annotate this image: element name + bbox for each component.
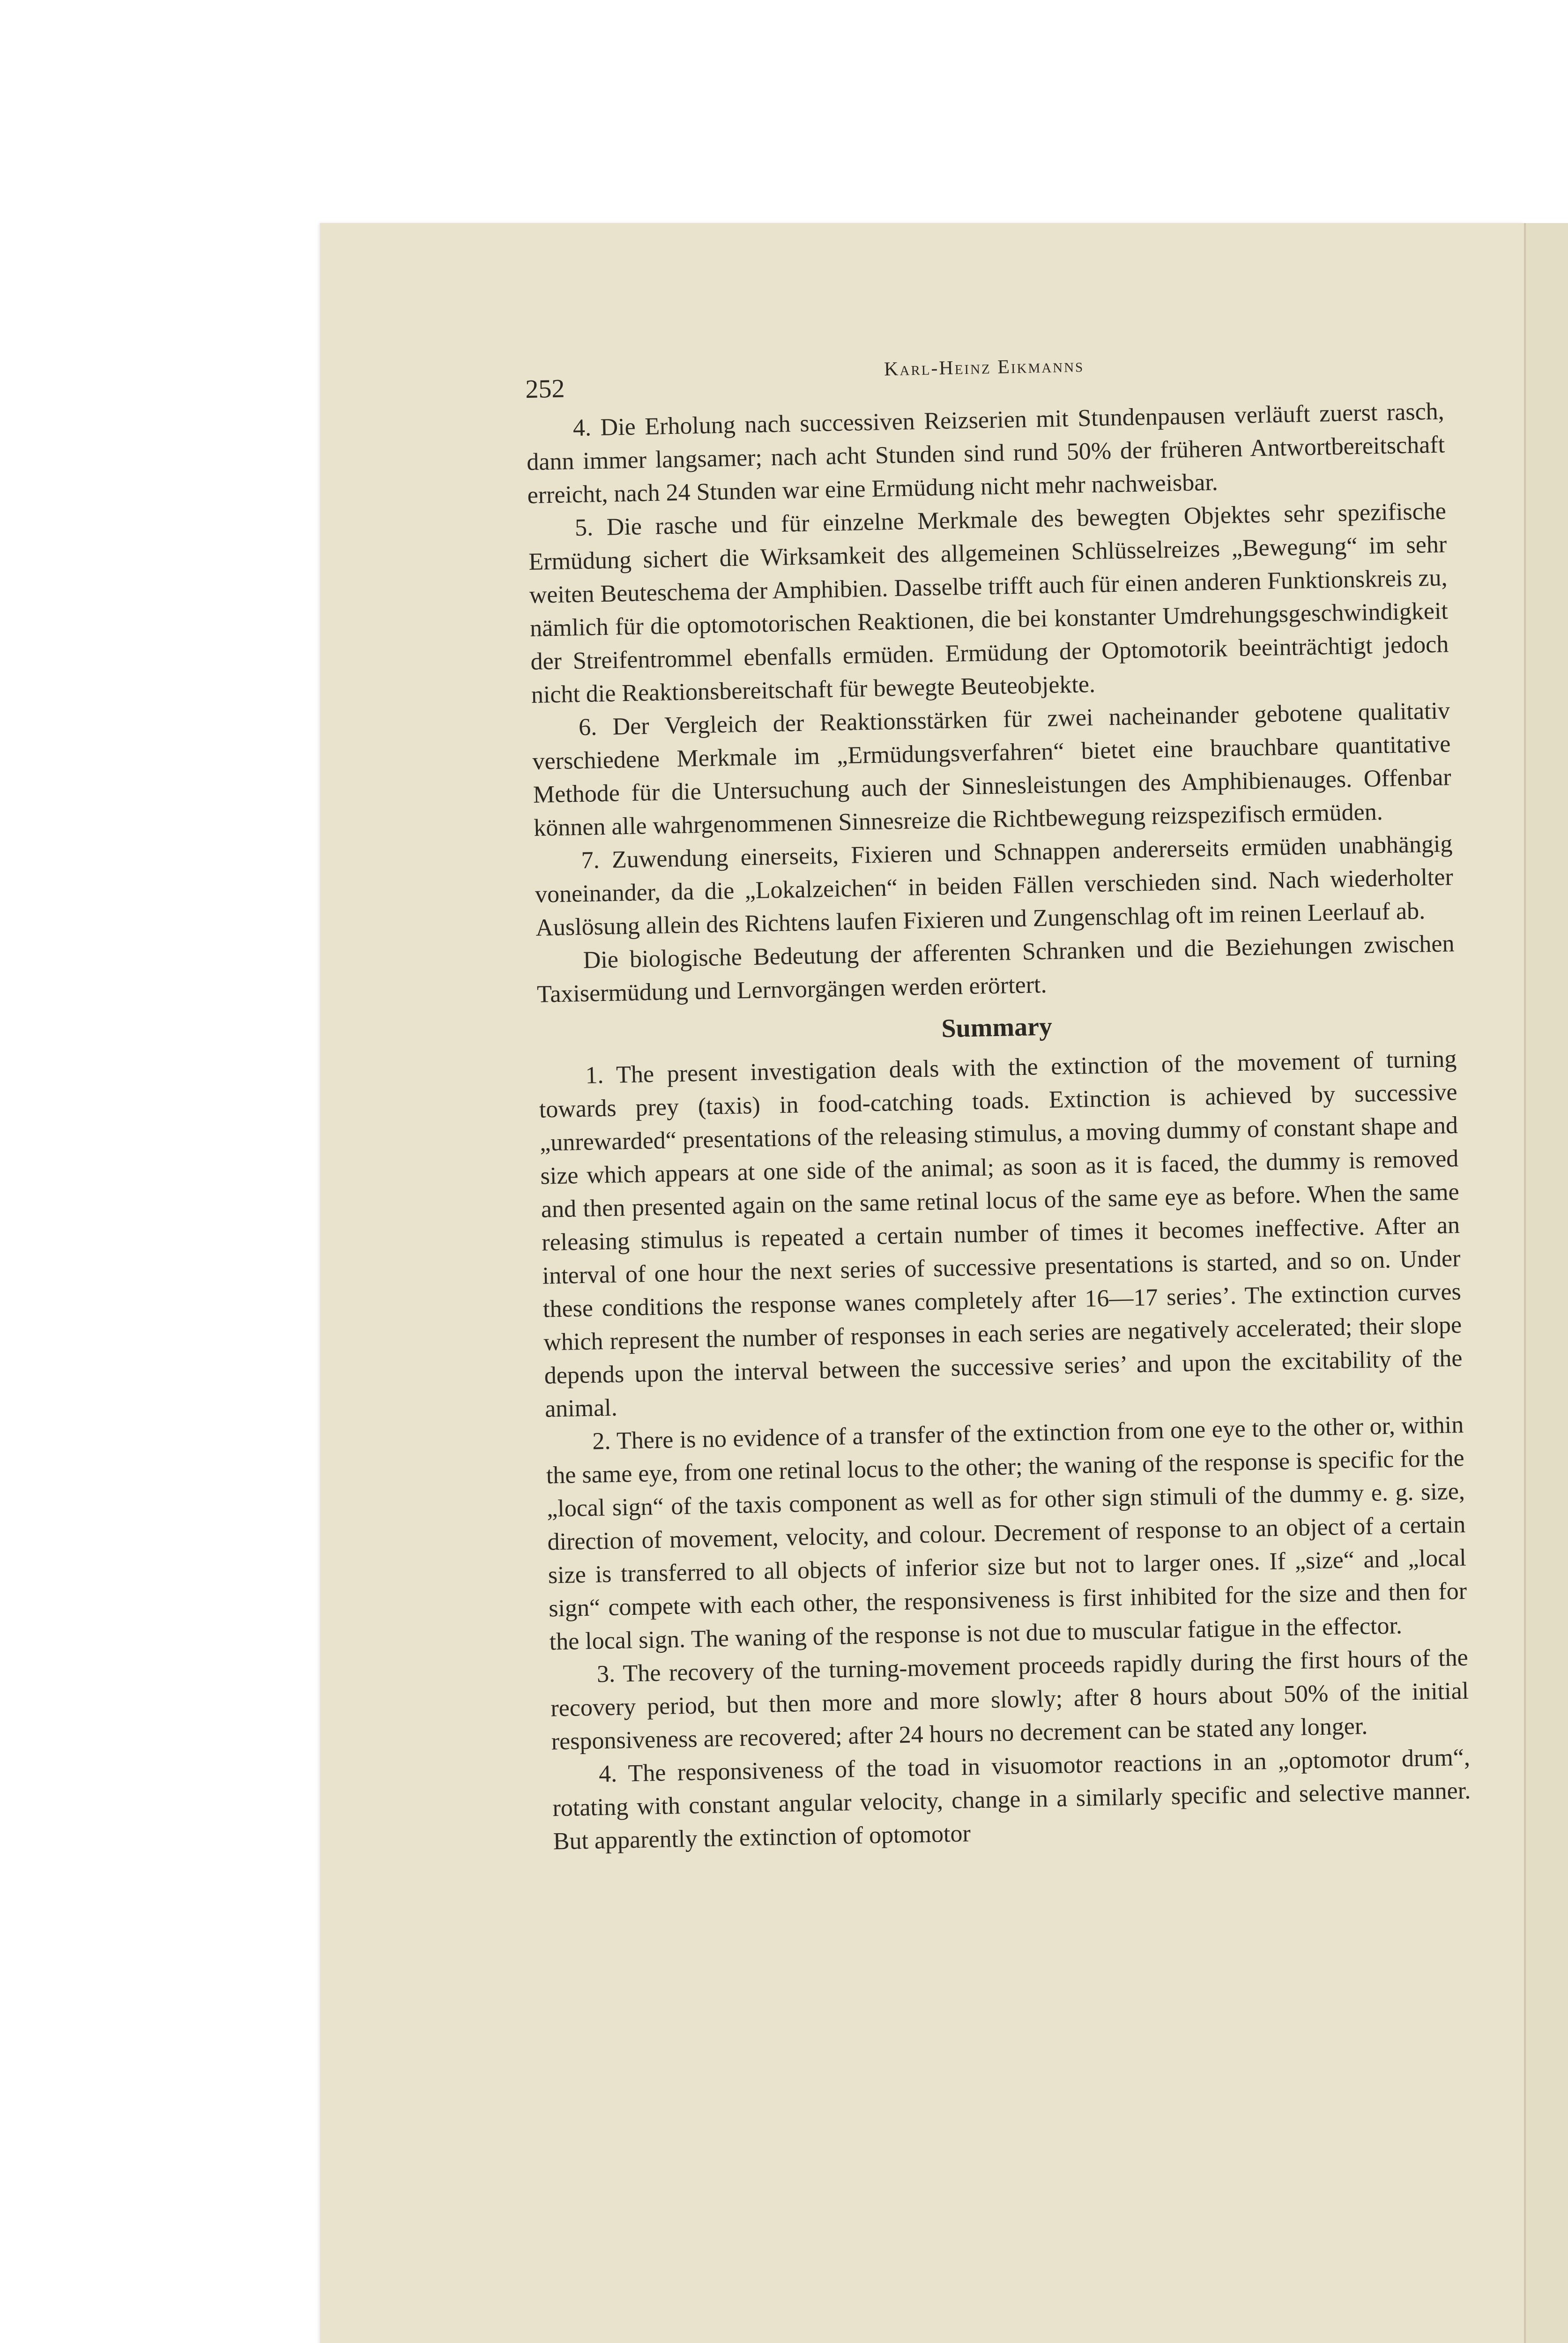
page-number: 252 <box>525 374 565 404</box>
page-content <box>525 338 1471 1858</box>
summary-paragraph-1: 1. The present investigation deals with the extinction of the movement of turning towards prey (taxis) in food-catching toads. Extinction is achieved by successive „unrewarded“ presentations of the releasing stimulus, a moving dummy of constant shape and size which appears at one side of the animal; as soon as it is faced, the dummy is removed and then presented again on the same retinal locus of the same eye as before. When the same releasing stimulus is repeated a certain number of times it becomes ineffective. After an interval of one hour the next series of successive presentations is started, and so on. Under these conditions the response wanes completely after 16—17 series’. The extinction curves which represent the number of responses in each series are negatively accelerated; their slope depends upon the interval between the successive series’ and upon the excitability of the animal. <box>539 1045 1463 1423</box>
german-paragraph-7: 7. Zuwendung einerseits, Fixieren und Schnappen andererseits ermüden unabhängig voneinander, da die „Lokalzeichen“ in beiden Fällen verschieden sind. Nach wiederholter Auslösung allein des Richtens laufen Fixieren und Zungenschlag oft im reinen Leerlauf ab. <box>535 830 1454 941</box>
adjacent-page-edge <box>1524 223 1568 2343</box>
running-head-author: Karl-Heinz Eikmanns <box>884 355 1085 381</box>
summary-paragraph-4: 4. The responsiveness of the toad in visuomotor reactions in an „optomotor drum“, rotating with constant angular velocity, change in a similarly specific and selective manner. But apparently the extinction of optomotor <box>552 1744 1471 1855</box>
summary-paragraph-3: 3. The recovery of the turning-movement proceeds rapidly during the first hours of the recovery period, but then more and more slowly; after 8 hours about 50% of the initial responsiveness are recovered; after 24 hours no decrement can be stated any longer. <box>550 1644 1469 1755</box>
german-paragraph-4: 4. Die Erholung nach successiven Reizserien mit Stundenpausen verläuft zuerst rasch, dann immer langsamer; nach acht Stunden sind rund 50% der früheren Antwortbereitschaft erreicht, nach 24 Stunden war eine Ermüdung nicht mehr nachweisbar. <box>526 398 1445 509</box>
summary-paragraph-2: 2. There is no evidence of a transfer of the extinction from one eye to the other or, within the same eye, from one retinal locus to the other; the waning of the response is specific for the „local sign“ of the taxis component as well as for other sign stimuli of the dummy e. g. size, direction of movement, velocity, and colour. Decrement of response to an object of a certain size is transferred to all objects of inferior size but not to larger ones. If „size“ and „local sign“ compete with each other, the responsiveness is first inhibited for the size and then for the local sign. The waning of the response is not due to muscular fatigue in the effector. <box>546 1411 1467 1656</box>
german-paragraph-6: 6. Der Vergleich der Reaktionsstärken für zwei nacheinander gebotene qualitativ verschiedene Merkmale im „Ermüdungsverfahren“ bietet eine brauchbare quantitative Methode für die Untersuchung auch der Sinnesleistungen des Amphibienauges. Offenbar können alle wahrgenommenen Sinnesreize die Richtbewegung reizspezifisch ermüden. <box>532 697 1452 842</box>
german-paragraph-closing: Die biologische Bedeutung der afferenten Schranken und die Beziehungen zwischen Taxisermüdung und Lernvorgängen werden erörtert. <box>536 930 1455 1008</box>
summary-heading: Summary <box>941 1012 1053 1044</box>
german-paragraph-5: 5. Die rasche und für einzelne Merkmale des bewegten Objektes sehr spezifische Ermüdung sichert die Wirksamkeit des allgemeinen Schlüsselreizes „Bewegung“ im sehr weiten Beuteschema der Amphibien. Dasselbe trifft auch für einen anderen Funktionskreis zu, nämlich für die optomotorischen Reaktionen, die bei konstanter Umdrehungsgeschwindigkeit der Streifentrommel ebenfalls ermüden. Ermüdung der Optomotorik beeinträchtigt jedoch nicht die Reaktionsbereitschaft für bewegte Beuteobjekte. <box>528 498 1449 709</box>
